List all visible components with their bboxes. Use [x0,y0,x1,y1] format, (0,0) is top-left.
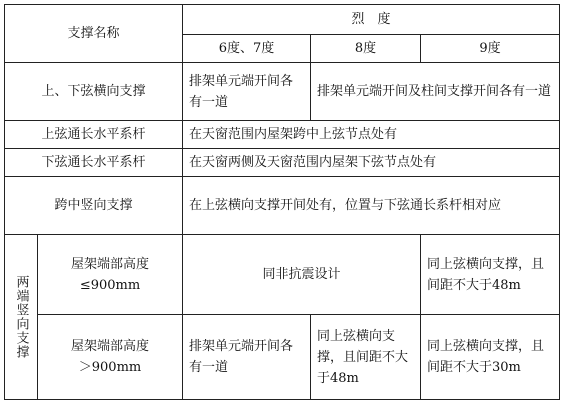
cell-deg-9: 同上弦横向支撑，且间距不大于48m [421,235,560,315]
cell-all-degrees: 在天窗两侧及天窗范围内屋架下弦节点处有 [183,149,560,177]
row-end-vertical-low [5,235,560,315]
row-upper-chord-tie [5,121,560,149]
cell-deg-6-7: 排架单元端开间各有一道 [183,315,311,400]
cell-all-degrees: 在上弦横向支撑开间处有，位置与下弦通长系杆相对应 [183,177,560,235]
row-midspan-vertical-bracing [5,177,560,235]
row-name-line-1: 屋架端部高度 [71,339,150,354]
row-name: 上弦通长水平系杆 [5,121,183,149]
row-name [38,315,183,400]
cell-deg-6-7: 排架单元端开间各有一道 [183,63,311,121]
cell-deg-6-8: 同非抗震设计 [183,235,421,315]
cell-all-degrees: 在天窗范围内屋架跨中上弦节点处有 [183,121,560,149]
header-deg-8: 8度 [311,35,421,63]
header-intensity: 烈 度 [183,5,560,35]
row-name-line-2: ＞900mm [78,360,142,375]
cell-deg-9: 同上弦横向支撑，且间距不大于30m [421,315,560,400]
row-end-vertical-high [5,315,560,400]
cell-deg-8: 同上弦横向支撑，且间距不大于48m [311,315,421,400]
end-vertical-bracing-label: 两端竖向支撑 [5,235,38,400]
header-bracing-name: 支撑名称 [5,5,183,63]
row-name [38,235,183,315]
cell-deg-8-9: 排架单元端开间及柱间支撑开间各有一道 [311,63,560,121]
bracing-spec-table [4,4,560,400]
header-deg-9: 9度 [421,35,560,63]
row-name-line-2: ≤900mm [79,277,141,293]
row-name: 上、下弦横向支撑 [5,63,183,121]
row-name-line-1: 屋架端部高度 [71,256,150,272]
row-name: 下弦通长水平系杆 [5,149,183,177]
row-upper-lower-chord-bracing [5,63,560,121]
header-row-1 [5,5,560,35]
row-lower-chord-tie [5,149,560,177]
header-deg-6-7: 6度、7度 [183,35,311,63]
row-name: 跨中竖向支撑 [5,177,183,235]
